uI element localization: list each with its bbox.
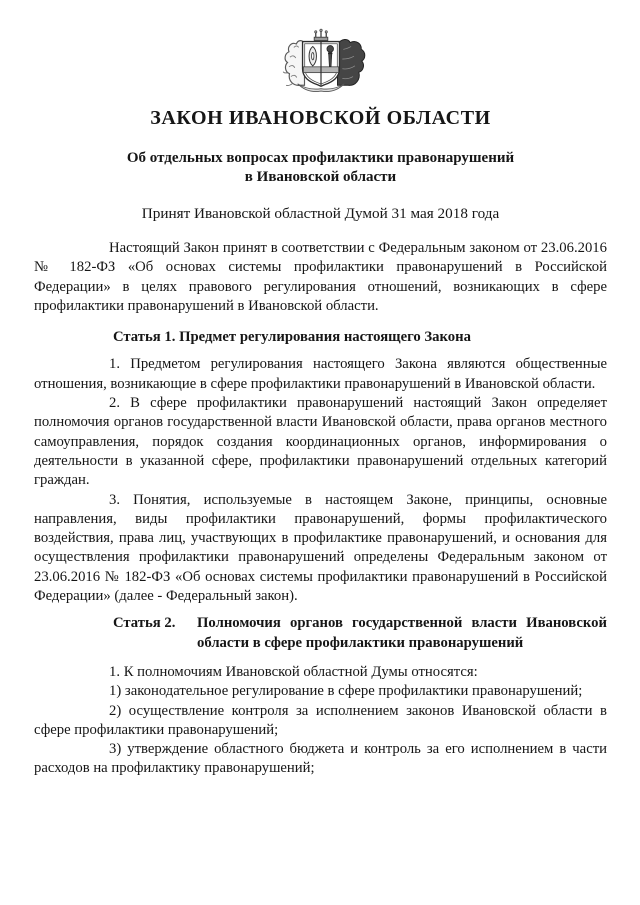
paragraph-art1-item1: 1. Предметом регулирования настоящего Закона являются общественные отношения, возникающие в сфере профилактики правонарушений в Ивановской области. <box>34 356 607 392</box>
paragraph-art2-item4: 3) утверждение областного бюджета и контроль за его исполнением в части расходов на профилактику правонарушений; <box>34 741 607 777</box>
article-1-label: Статья 1. <box>113 329 176 346</box>
article-1-title: Предмет регулирования настоящего Закона <box>179 329 471 346</box>
paragraph-art2-item3: 2) осуществление контроля за исполнением законов Ивановской области в сфере профилактики правонарушений; <box>34 702 607 738</box>
article-1-heading <box>34 328 607 347</box>
intro-paragraph: Настоящий Закон принят в соответствии с Федеральным законом от 23.06.2016 № 182-ФЗ «Об основах системы профилактики правонарушений в Российской Федерации» в целях правового регулирования отношений, возникающих в сфере профилактики правонарушений в Ивановской области. <box>34 240 607 314</box>
eagle-supporter <box>337 39 364 85</box>
lion-supporter <box>283 41 304 86</box>
article-2-title: Полномочия органов государственной власти Ивановской области в сфере профилактики правонарушений <box>197 615 607 651</box>
paragraph-art1-item3: 3. Понятия, используемые в настоящем Законе, принципы, основные направления, виды профилактики правонарушений, формы профилактического воздействия, права лиц, участвующих в профилактике правонарушений, и основания для осуществления профилактики правонарушений определены Федеральным законом от 23.06.2016 № 182-ФЗ «Об основах системы профилактики правонарушений в Российской Федерации» (далее - Федеральный закон). <box>34 491 607 605</box>
shuttle-charge <box>309 46 316 65</box>
article-2-heading <box>113 614 607 653</box>
law-title: ЗАКОН ИВАНОВСКОЙ ОБЛАСТИ <box>150 107 491 129</box>
crown-icon <box>314 29 328 40</box>
shield <box>302 42 339 87</box>
paragraph-art2-item1: 1. К полномочиям Ивановской областной Думы относятся: <box>109 663 478 680</box>
paragraph-art2-item2: 1) законодательное регулирование в сфере профилактики правонарушений; <box>109 683 583 700</box>
law-subtitle-line1: Об отдельных вопросах профилактики правонарушений <box>126 150 515 166</box>
ivanovo-oblast-coat-of-arms-icon <box>270 28 372 94</box>
law-subtitle-line2: в Ивановской области <box>244 169 397 185</box>
law-subtitle <box>34 149 607 187</box>
paragraph-art1-item2: 2. В сфере профилактики правонарушений настоящий Закон определяет полномочия органов государственной власти Ивановской области, права органов местного самоуправления, порядок создания координационных органов, информирования о деятельности в указанной сфере, профилактики правонарушений отдельных категорий граждан. <box>34 395 607 489</box>
article-2-label: Статья 2. <box>113 615 176 632</box>
document-body <box>34 239 607 779</box>
adoption-line: Принят Ивановской областной Думой 31 мая 2018 года <box>141 205 500 222</box>
